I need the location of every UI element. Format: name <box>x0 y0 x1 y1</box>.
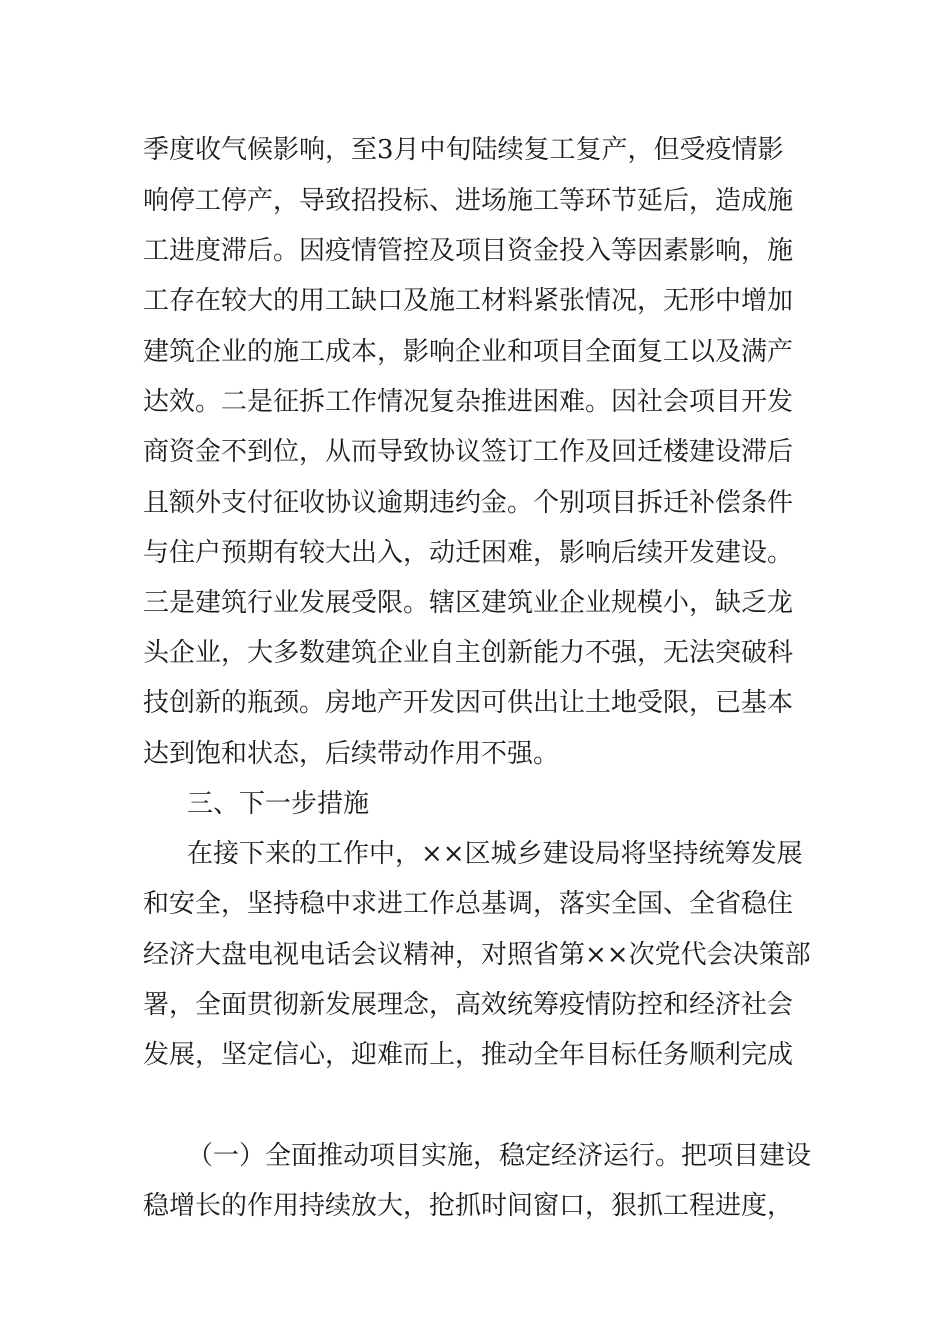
text-line: 工进度滞后。因疫情管控及项目资金投入等因素影响，施 <box>143 236 794 266</box>
text-line: 稳增长的作用持续放大，抢抓时间窗口，狠抓工程进度， <box>143 1191 794 1221</box>
text-line: 建筑企业的施工成本，影响企业和项目全面复工以及满产 <box>143 337 794 367</box>
text-line: 技创新的瓶颈。房地产开发因可供出让土地受限，已基本 <box>143 688 794 718</box>
section-heading: 三、下一步措施 <box>187 789 370 819</box>
text-line: 在接下来的工作中，××区城乡建设局将坚持统筹发展 <box>187 839 803 869</box>
text-line: （一）全面推动项目实施，稳定经济运行。把项目建设 <box>187 1141 812 1171</box>
text-line: 达效。二是征拆工作情况复杂推进困难。因社会项目开发 <box>143 387 794 417</box>
text-line: 和安全，坚持稳中求进工作总基调，落实全国、全省稳住 <box>143 889 794 919</box>
text-line: 响停工停产，导致招投标、进场施工等环节延后，造成施 <box>143 186 794 216</box>
text-line: 达到饱和状态，后续带动作用不强。 <box>143 739 560 769</box>
text-line: 头企业，大多数建筑企业自主创新能力不强，无法突破科 <box>143 638 794 668</box>
text-line: 经济大盘电视电话会议精神，对照省第××次党代会决策部 <box>143 940 811 970</box>
text-line: 与住户预期有较大出入，动迁困难，影响后续开发建设。 <box>143 538 794 568</box>
text-line: 商资金不到位，从而导致协议签订工作及回迁楼建设滞后 <box>143 437 794 467</box>
text-line: 季度收气候影响，至3月中旬陆续复工复产，但受疫情影 <box>143 135 784 165</box>
text-line: 三是建筑行业发展受限。辖区建筑业企业规模小，缺乏龙 <box>143 588 794 618</box>
text-line: 署，全面贯彻新发展理念，高效统筹疫情防控和经济社会 <box>143 990 794 1020</box>
text-line: 工存在较大的用工缺口及施工材料紧张情况，无形中增加 <box>143 286 794 316</box>
text-line: 且额外支付征收协议逾期违约金。个别项目拆迁补偿条件 <box>143 488 794 518</box>
text-line: 发展，坚定信心，迎难而上，推动全年目标任务顺利完成 <box>143 1040 794 1070</box>
